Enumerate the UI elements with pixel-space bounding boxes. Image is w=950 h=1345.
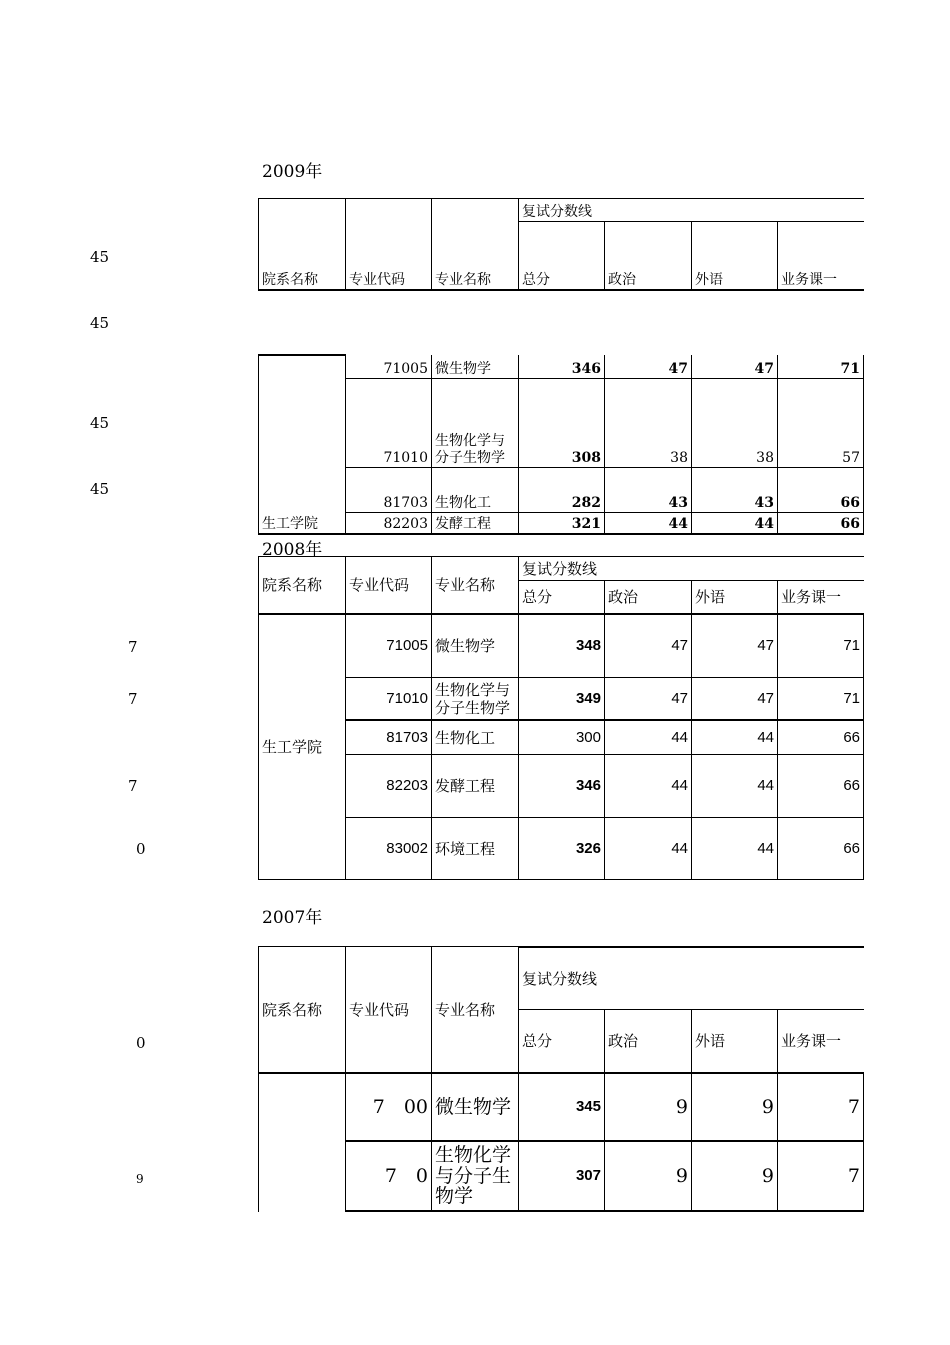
code-cell: 7 00	[345, 1074, 431, 1142]
politics-cell: 47	[604, 355, 691, 379]
margin-note: 9	[136, 1172, 144, 1186]
foreign-cell: 9	[691, 1074, 777, 1142]
total-cell: 348	[518, 615, 604, 678]
margin-note: 0	[136, 840, 146, 858]
course1-cell: 7	[777, 1074, 864, 1142]
header-college: 院系名称	[258, 946, 345, 1074]
margin-note: 7	[128, 638, 138, 656]
course1-cell: 7	[777, 1142, 864, 1212]
foreign-cell: 44	[691, 755, 777, 818]
total-cell: 326	[518, 818, 604, 880]
year-title-2008: 2008年	[262, 540, 323, 560]
code-cell: 82203	[345, 513, 431, 535]
course1-cell: 71	[777, 678, 864, 721]
code-cell: 83002	[345, 818, 431, 880]
header-college: 院系名称	[258, 198, 345, 291]
code-cell: 81703	[345, 721, 431, 755]
margin-note: 45	[90, 414, 110, 432]
foreign-cell: 47	[691, 615, 777, 678]
code-cell: 71005	[345, 615, 431, 678]
margin-note: 7	[128, 690, 138, 708]
total-cell: 300	[518, 721, 604, 755]
foreign-cell: 38	[691, 379, 777, 468]
margin-note: 45	[90, 314, 110, 332]
politics-cell: 44	[604, 721, 691, 755]
major-cell: 生物化工	[431, 468, 518, 513]
course1-cell: 66	[777, 721, 864, 755]
course1-cell: 66	[777, 513, 864, 535]
header-score-group: 复试分数线	[518, 556, 864, 581]
margin-note: 45	[90, 248, 110, 266]
foreign-cell: 47	[691, 678, 777, 721]
politics-cell: 44	[604, 755, 691, 818]
politics-cell: 38	[604, 379, 691, 468]
major-line: 物学	[435, 1185, 474, 1208]
course1-cell: 57	[777, 379, 864, 468]
major-line: 分子生物学	[435, 450, 505, 467]
course1-cell: 71	[777, 355, 864, 379]
header-foreign: 外语	[691, 222, 777, 291]
header-course1: 业务课一	[777, 581, 864, 615]
code-cell: 82203	[345, 755, 431, 818]
major-cell	[431, 1142, 518, 1212]
total-cell: 321	[518, 513, 604, 535]
major-cell	[431, 379, 518, 468]
course1-cell: 66	[777, 755, 864, 818]
politics-cell: 47	[604, 615, 691, 678]
header-course1: 业务课一	[777, 1010, 864, 1074]
header-college: 院系名称	[258, 556, 345, 615]
header-politics: 政治	[604, 1010, 691, 1074]
code-cell: 81703	[345, 468, 431, 513]
foreign-cell: 43	[691, 468, 777, 513]
header-course1: 业务课一	[777, 222, 864, 291]
header-politics: 政治	[604, 581, 691, 615]
code-cell: 71005	[345, 355, 431, 379]
major-cell: 生物化工	[431, 721, 518, 755]
header-score-group: 复试分数线	[518, 198, 864, 222]
college-cell: 生工学院	[258, 355, 346, 535]
politics-cell: 43	[604, 468, 691, 513]
major-cell: 发酵工程	[431, 755, 518, 818]
header-code: 专业代码	[345, 556, 431, 615]
foreign-cell: 47	[691, 355, 777, 379]
total-cell: 308	[518, 379, 604, 468]
header-major: 专业名称	[431, 946, 518, 1074]
year-title-2007: 2007年	[262, 908, 323, 928]
course1-cell: 66	[777, 818, 864, 880]
total-cell: 345	[518, 1074, 604, 1142]
header-total: 总分	[518, 222, 604, 291]
header-code: 专业代码	[345, 946, 431, 1074]
total-cell: 282	[518, 468, 604, 513]
major-cell: 微生物学	[431, 355, 518, 379]
politics-cell: 44	[604, 818, 691, 880]
course1-cell: 66	[777, 468, 864, 513]
major-cell: 发酵工程	[431, 513, 518, 535]
politics-cell: 9	[604, 1142, 691, 1212]
table-top-rule	[258, 354, 346, 356]
total-cell: 349	[518, 678, 604, 721]
margin-note: 45	[90, 480, 110, 498]
year-title-2009: 2009年	[262, 162, 323, 182]
margin-note: 0	[136, 1034, 146, 1052]
college-cell	[258, 1074, 346, 1212]
college-cell: 生工学院	[258, 615, 346, 880]
header-total: 总分	[518, 1010, 604, 1074]
politics-cell: 44	[604, 513, 691, 535]
foreign-cell: 9	[691, 1142, 777, 1212]
margin-note: 7	[128, 777, 138, 795]
header-foreign: 外语	[691, 581, 777, 615]
header-major: 专业名称	[431, 198, 518, 291]
major-cell: 微生物学	[431, 1074, 518, 1142]
major-line: 分子生物学	[435, 698, 511, 717]
major-line: 生物化学与	[435, 433, 505, 450]
major-cell: 环境工程	[431, 818, 518, 880]
header-score-group: 复试分数线	[518, 946, 864, 1010]
header-total: 总分	[518, 581, 604, 615]
foreign-cell: 44	[691, 513, 777, 535]
foreign-cell: 44	[691, 721, 777, 755]
header-major: 专业名称	[431, 556, 518, 615]
major-line: 生物化学	[435, 1143, 512, 1166]
code-cell: 71010	[345, 379, 431, 468]
major-line: 与分子生	[435, 1164, 512, 1187]
header-code: 专业代码	[345, 198, 431, 291]
code-cell: 7 0	[345, 1142, 431, 1212]
major-cell	[431, 678, 518, 721]
politics-cell: 9	[604, 1074, 691, 1142]
total-cell: 307	[518, 1142, 604, 1212]
politics-cell: 47	[604, 678, 691, 721]
header-foreign: 外语	[691, 1010, 777, 1074]
major-line: 生物化学与	[435, 680, 511, 699]
total-cell: 346	[518, 355, 604, 379]
course1-cell: 71	[777, 615, 864, 678]
foreign-cell: 44	[691, 818, 777, 880]
total-cell: 346	[518, 755, 604, 818]
header-politics: 政治	[604, 222, 691, 291]
code-cell: 71010	[345, 678, 431, 721]
major-cell: 微生物学	[431, 615, 518, 678]
